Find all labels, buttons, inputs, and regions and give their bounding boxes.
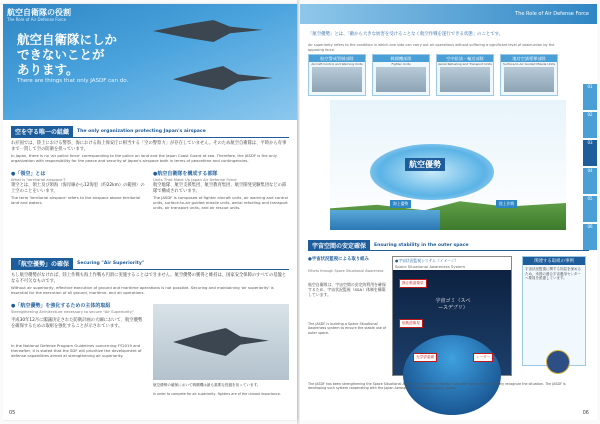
command-emblem-icon — [546, 350, 570, 374]
section-title — [11, 258, 144, 268]
subsection-title-en: Efforts through Space Situational Awareness — [308, 269, 384, 273]
section-title-en: The only organization protecting Japan's airspace — [77, 128, 206, 134]
side-tab[interactable]: 04 — [583, 168, 597, 194]
related-body: 宇宙状況監視に関する知見を深めるため、米国の連合宇宙運用センターへ要員を派遣しています。 — [525, 267, 581, 281]
subsection-body: 平成30年12月に閣議決定された防衛計画の大綱において、航空優勢を確保するための取組を強化することが示されています。 — [11, 318, 143, 329]
subsection-body-en: The term 'territorial airspace' refers to the airspace above territorial land and waters. — [11, 195, 141, 205]
section-body-en: In Japan, there is no 'air police force' corresponding to the police on land and the Japan Coast Guard at sea. Therefore, the JASDF is the only organization with responsibility for the peace and security of Japan's airspace both in terms of peacetime and contingencies. — [11, 153, 277, 163]
headline: 航空自衛隊にしか できないことが あります。 — [17, 32, 118, 77]
subsection-title: ●「航空優勢」を強化するための主体的取組 — [11, 303, 111, 309]
fighter-jet-image — [173, 66, 273, 90]
section-body: もし航空優勢がなければ、陸上作戦も海上作戦も円滑に実施することはできません。航空優勢の獲得と維持は、国家安全保障のすべての基盤となる不可欠なものです。 — [11, 273, 287, 284]
divider — [11, 269, 289, 270]
fighter-jet-image — [153, 20, 263, 42]
unit-label-en: Aircraft Control and Warning Units — [311, 62, 363, 66]
side-tab[interactable]: 03 — [583, 140, 597, 166]
subsection-title-en: Units That Make Up Japan Air Defense Force — [153, 177, 237, 182]
unit-label: 航空警戒管制部隊 — [309, 55, 365, 62]
ssa-box: 静止軌道衛星 — [399, 279, 427, 288]
subsection-title-en: Strengthening Architecture necessary to secure "Air Superiority" — [11, 309, 134, 314]
right-header-band — [300, 4, 597, 24]
section-body-en: Without air superiority, effective execution of ground and maritime operations is not possible. Securing and maintaining 'air superiority' is essential for the execution of all ground, maritime, and air operations. — [11, 285, 274, 295]
ssa-header: ●宇宙状況監視システム（イメージ） — [393, 257, 511, 265]
ssa-header-en: Space Situational Awareness System — [393, 263, 511, 270]
fighter-jet-image — [173, 328, 269, 356]
headline-en: There are things that only JASDF can do. — [17, 78, 129, 84]
subsection-title-en: What is 'territorial airspace'? — [11, 177, 66, 182]
unit-card — [372, 54, 430, 96]
unit-card — [436, 54, 494, 96]
ssa-box: レーダー — [473, 353, 493, 362]
unit-label: 戦闘機部隊 — [373, 55, 429, 62]
ssa-diagram — [392, 256, 512, 376]
unit-label: 地対空誘導弾部隊 — [501, 55, 557, 62]
left-page — [3, 4, 297, 420]
subsection-body: 航空自衛隊は、宇宙空間の安定的利用を確保するため、宇宙状況監視（SSA）体制を構築しています。 — [308, 282, 386, 298]
section-title-jp: 「航空優勢」の確保 — [11, 258, 73, 269]
side-tab[interactable]: 06 — [583, 224, 597, 250]
section-title-jp: 宇宙空間の安定確保 — [308, 240, 370, 251]
related-title: 関連する取組の事例 — [523, 257, 585, 265]
earth-icon — [403, 335, 501, 415]
photo-caption-en: In order to compete for air superiority, fighters are of the utmost importance. — [153, 392, 281, 396]
section-title-en: Ensuring stability in the outer space — [374, 242, 469, 248]
unit-card — [308, 54, 366, 96]
side-tab[interactable]: 05 — [583, 196, 597, 222]
diagram-tag: 海上優勢 — [390, 200, 411, 208]
unit-label-en: Aerial Refueling and Transport Units — [438, 62, 492, 66]
subsection-body: 航空総隊、航空支援集団、航空教育集団、航空開発実験集団などの部隊で構成されています。 — [153, 183, 287, 194]
section-title — [11, 126, 206, 136]
missile-launcher-icon — [504, 67, 554, 92]
air-superiority-label: 航空優勢 — [405, 158, 445, 171]
lead-text: 「航空優勢」とは、「敵から大きな妨害を受けることなく航空作戦を遂行できる状態」のことです。 — [308, 32, 504, 37]
unit-label-en: Fighter Units — [391, 62, 411, 66]
space-debris-label: 宇宙ゴミ（スペースデブリ） — [435, 298, 471, 311]
subsection-body-en: In the National Defense Program Guidelines concerning FY2019 and thereafter, it is stated that the SDF will prioritize the development of defense capabilities aimed at strengthening air superiority. — [11, 343, 142, 358]
subsection-body-en: The JASDF is composed of fighter aircraft units, air warning and control units, surface-to-air guided missile units, aerial refueling and transport units, air transport units, and air rescue units. — [153, 195, 288, 210]
subsection-title: ●航空自衛隊を構成する部隊 — [153, 171, 218, 177]
unit-label-en: Surface-to-Air Guided Missile Units — [502, 62, 556, 66]
right-page — [300, 4, 597, 420]
divider — [308, 250, 589, 251]
footnote: The JASDF has been strengthening the Space Situational Awareness system to monitor the outer space and accurately recognize the situation. The JASDF is developing such system cooperating with the Japan Aerospace Exploration Agency (JAXA). — [308, 382, 566, 391]
photo-caption: 航空優勢の確保において戦闘機は最も重要な役割を担っています。 — [153, 383, 261, 387]
page-number: 06 — [582, 410, 589, 416]
section-title — [308, 240, 468, 250]
side-tab[interactable]: 01 — [583, 84, 597, 110]
fighter-jet-icon — [376, 67, 426, 92]
section-body: わが国では、陸上における警察、海における海上保安庁に相当する「空の警察力」が存在していません。そのため航空自衛隊は、平時から有事まで一貫して空の防衛を担っています。 — [11, 141, 287, 152]
tanker-aircraft-icon — [440, 67, 490, 92]
unit-label: 空中給油・輸送部隊 — [437, 55, 493, 62]
ssa-box: 低軌道衛星 — [399, 319, 423, 328]
subsection-body: 領空とは、領土及び領海（海岸線から12海里（約22km）の範囲）の上空のことをいいます。 — [11, 183, 145, 194]
subsection-title: ●「領空」とは — [11, 171, 46, 177]
ssa-box: 光学望遠鏡 — [413, 353, 437, 362]
left-top-subtitle: The Role of Air Defense Force — [7, 17, 67, 22]
lead-text-en: Air superiority refers to the condition in which one side can carry out air operations without suffering a significant level of obstruction by the opposing force. — [308, 43, 555, 53]
subsection-body-en: The JASDF is building a Space Situational Awareness system to ensure the stable use of outer space. — [308, 322, 387, 335]
divider — [11, 137, 289, 138]
right-top-label: The Role of Air Defense Force — [515, 11, 589, 17]
page-number: 05 — [9, 410, 16, 416]
unit-card — [500, 54, 558, 96]
diagram-tag: 陸上作戦 — [496, 200, 517, 208]
left-header — [3, 4, 297, 120]
subsection-title: ●宇宙状況監視による取り組み — [308, 257, 369, 262]
sea-illustration — [330, 210, 440, 230]
air-superiority-zone — [370, 144, 494, 200]
fighter-photo — [153, 304, 289, 380]
radar-icon — [312, 67, 362, 92]
section-title-en: Securing "Air Superiority" — [77, 260, 145, 266]
side-tab[interactable]: 02 — [583, 112, 597, 138]
section-title-jp: 空を守る唯一の組織 — [11, 126, 73, 137]
left-top-title: 航空自衛隊の役割 — [7, 8, 71, 17]
